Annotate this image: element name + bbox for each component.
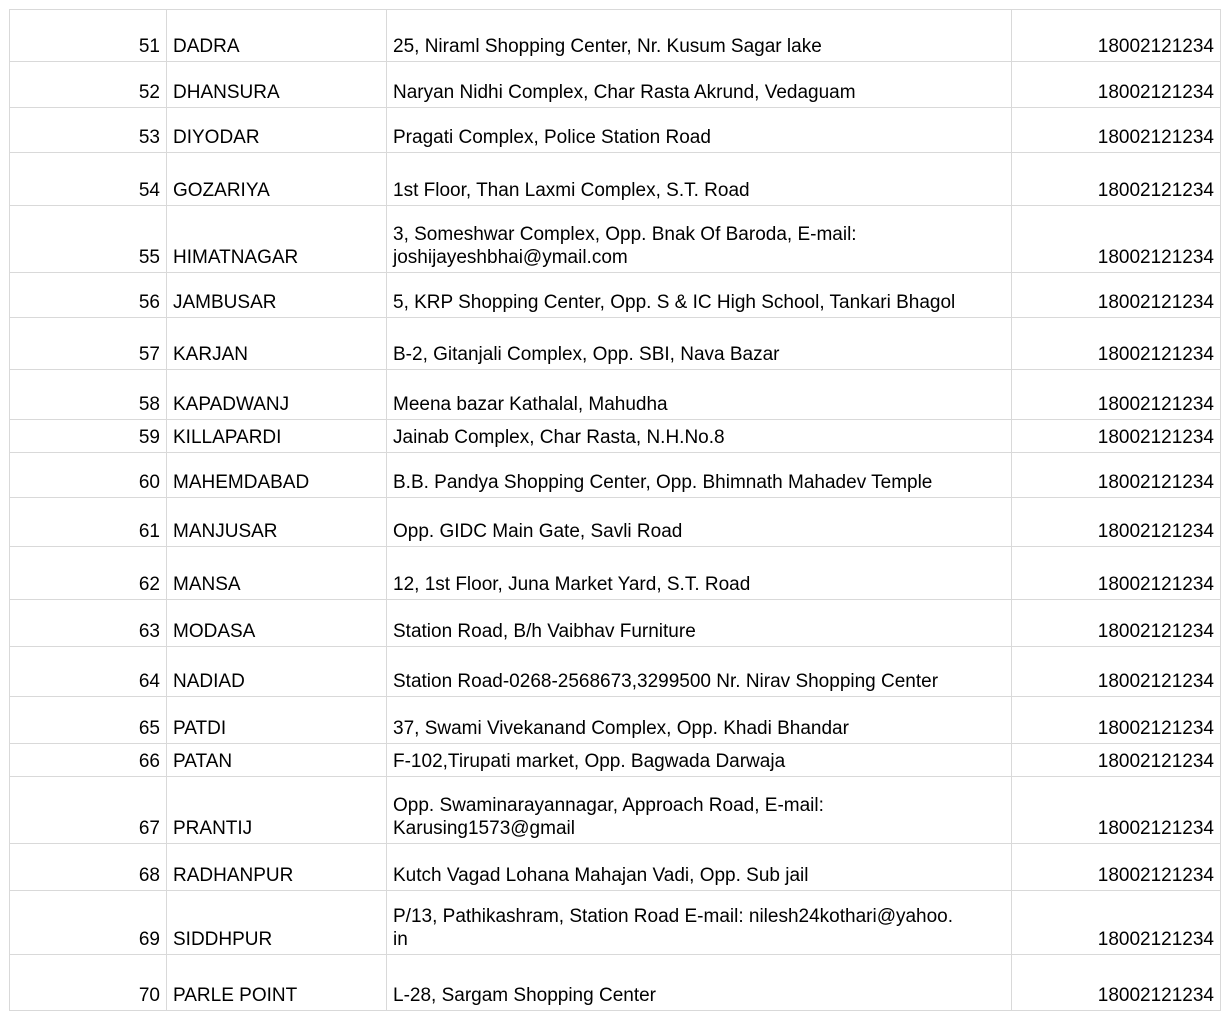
address-line: in (393, 929, 408, 950)
location-name-cell[interactable]: RADHANPUR (167, 844, 387, 891)
address-line: joshijayeshbhai@ymail.com (393, 247, 628, 268)
location-name-cell[interactable]: MANJUSAR (167, 498, 387, 547)
phone-cell[interactable]: 18002121234 (1012, 206, 1221, 273)
address-line: Opp. Swaminarayannagar, Approach Road, E-mail: (393, 795, 824, 816)
address-cell[interactable]: L-28, Sargam Shopping Center (387, 955, 1012, 1011)
table-row (10, 453, 1221, 498)
address-line: P/13, Pathikashram, Station Road E-mail: nilesh24kothari@yahoo. (393, 906, 954, 927)
phone-cell[interactable]: 18002121234 (1012, 62, 1221, 108)
location-name-cell[interactable]: SIDDHPUR (167, 891, 387, 955)
address-cell[interactable]: 37, Swami Vivekanand Complex, Opp. Khadi Bhandar (387, 697, 1012, 744)
phone-cell[interactable]: 18002121234 (1012, 153, 1221, 206)
table-row (10, 744, 1221, 777)
address-cell[interactable]: Meena bazar Kathalal, Mahudha (387, 370, 1012, 420)
location-name-cell[interactable]: KILLAPARDI (167, 420, 387, 453)
address-cell[interactable]: 1st Floor, Than Laxmi Complex, S.T. Road (387, 153, 1012, 206)
row-number-cell[interactable]: 56 (10, 273, 167, 318)
row-number-cell[interactable]: 70 (10, 955, 167, 1011)
address-cell[interactable]: Opp. GIDC Main Gate, Savli Road (387, 498, 1012, 547)
row-number-cell[interactable]: 64 (10, 647, 167, 697)
address-cell[interactable] (387, 891, 1012, 955)
table-row (10, 62, 1221, 108)
address-cell[interactable]: F-102,Tirupati market, Opp. Bagwada Darwaja (387, 744, 1012, 777)
table-row (10, 10, 1221, 62)
phone-cell[interactable]: 18002121234 (1012, 891, 1221, 955)
row-number-cell[interactable]: 66 (10, 744, 167, 777)
row-number-cell[interactable]: 59 (10, 420, 167, 453)
location-name-cell[interactable]: JAMBUSAR (167, 273, 387, 318)
location-name-cell[interactable]: PATAN (167, 744, 387, 777)
row-number-cell[interactable]: 65 (10, 697, 167, 744)
row-number-cell[interactable]: 54 (10, 153, 167, 206)
phone-cell[interactable]: 18002121234 (1012, 600, 1221, 647)
table-row (10, 891, 1221, 955)
location-name-cell[interactable]: KARJAN (167, 318, 387, 370)
location-name-cell[interactable]: GOZARIYA (167, 153, 387, 206)
phone-cell[interactable]: 18002121234 (1012, 697, 1221, 744)
row-number-cell[interactable]: 61 (10, 498, 167, 547)
table-row (10, 108, 1221, 153)
table-row (10, 498, 1221, 547)
address-cell[interactable] (387, 777, 1012, 844)
location-name-cell[interactable]: PRANTIJ (167, 777, 387, 844)
location-name-cell[interactable]: DIYODAR (167, 108, 387, 153)
phone-cell[interactable]: 18002121234 (1012, 844, 1221, 891)
table-row (10, 370, 1221, 420)
address-cell[interactable] (387, 206, 1012, 273)
phone-cell[interactable]: 18002121234 (1012, 777, 1221, 844)
location-name-cell[interactable]: MODASA (167, 600, 387, 647)
table-row (10, 273, 1221, 318)
phone-cell[interactable]: 18002121234 (1012, 10, 1221, 62)
phone-cell[interactable]: 18002121234 (1012, 547, 1221, 600)
row-number-cell[interactable]: 52 (10, 62, 167, 108)
address-cell[interactable]: 12, 1st Floor, Juna Market Yard, S.T. Road (387, 547, 1012, 600)
row-number-cell[interactable]: 67 (10, 777, 167, 844)
table-row (10, 647, 1221, 697)
table-row (10, 955, 1221, 1011)
location-name-cell[interactable]: DADRA (167, 10, 387, 62)
phone-cell[interactable]: 18002121234 (1012, 108, 1221, 153)
address-cell[interactable]: Naryan Nidhi Complex, Char Rasta Akrund, Vedaguam (387, 62, 1012, 108)
row-number-cell[interactable]: 68 (10, 844, 167, 891)
row-number-cell[interactable]: 62 (10, 547, 167, 600)
row-number-cell[interactable]: 60 (10, 453, 167, 498)
address-cell[interactable]: Jainab Complex, Char Rasta, N.H.No.8 (387, 420, 1012, 453)
phone-cell[interactable]: 18002121234 (1012, 744, 1221, 777)
table-row (10, 206, 1221, 273)
row-number-cell[interactable]: 69 (10, 891, 167, 955)
table-row (10, 844, 1221, 891)
phone-cell[interactable]: 18002121234 (1012, 273, 1221, 318)
phone-cell[interactable]: 18002121234 (1012, 647, 1221, 697)
address-cell[interactable]: B-2, Gitanjali Complex, Opp. SBI, Nava Bazar (387, 318, 1012, 370)
address-line: Karusing1573@gmail (393, 818, 575, 839)
table-row (10, 547, 1221, 600)
address-cell[interactable]: B.B. Pandya Shopping Center, Opp. Bhimnath Mahadev Temple (387, 453, 1012, 498)
phone-cell[interactable]: 18002121234 (1012, 498, 1221, 547)
table-row (10, 777, 1221, 844)
location-name-cell[interactable]: NADIAD (167, 647, 387, 697)
table-row (10, 318, 1221, 370)
location-name-cell[interactable]: MANSA (167, 547, 387, 600)
location-name-cell[interactable]: PATDI (167, 697, 387, 744)
phone-cell[interactable]: 18002121234 (1012, 955, 1221, 1011)
phone-cell[interactable]: 18002121234 (1012, 420, 1221, 453)
location-name-cell[interactable]: MAHEMDABAD (167, 453, 387, 498)
location-name-cell[interactable]: PARLE POINT (167, 955, 387, 1011)
table-row (10, 420, 1221, 453)
row-number-cell[interactable]: 57 (10, 318, 167, 370)
phone-cell[interactable]: 18002121234 (1012, 318, 1221, 370)
location-name-cell[interactable]: DHANSURA (167, 62, 387, 108)
address-cell[interactable]: 25, Niraml Shopping Center, Nr. Kusum Sagar lake (387, 10, 1012, 62)
address-cell[interactable]: Pragati Complex, Police Station Road (387, 108, 1012, 153)
row-number-cell[interactable]: 55 (10, 206, 167, 273)
table-row (10, 600, 1221, 647)
address-cell[interactable]: 5, KRP Shopping Center, Opp. S & IC High School, Tankari Bhagol (387, 273, 1012, 318)
table-row (10, 153, 1221, 206)
address-cell[interactable]: Kutch Vagad Lohana Mahajan Vadi, Opp. Sub jail (387, 844, 1012, 891)
phone-cell[interactable]: 18002121234 (1012, 453, 1221, 498)
address-cell[interactable]: Station Road-0268-2568673,3299500 Nr. Nirav Shopping Center (387, 647, 1012, 697)
row-number-cell[interactable]: 53 (10, 108, 167, 153)
address-cell[interactable]: Station Road, B/h Vaibhav Furniture (387, 600, 1012, 647)
spreadsheet-table (9, 9, 1221, 1011)
phone-cell[interactable]: 18002121234 (1012, 370, 1221, 420)
location-name-cell[interactable]: HIMATNAGAR (167, 206, 387, 273)
row-number-cell[interactable]: 58 (10, 370, 167, 420)
location-name-cell[interactable]: KAPADWANJ (167, 370, 387, 420)
row-number-cell[interactable]: 63 (10, 600, 167, 647)
address-line: 3, Someshwar Complex, Opp. Bnak Of Baroda, E-mail: (393, 224, 857, 245)
table-row (10, 697, 1221, 744)
row-number-cell[interactable]: 51 (10, 10, 167, 62)
